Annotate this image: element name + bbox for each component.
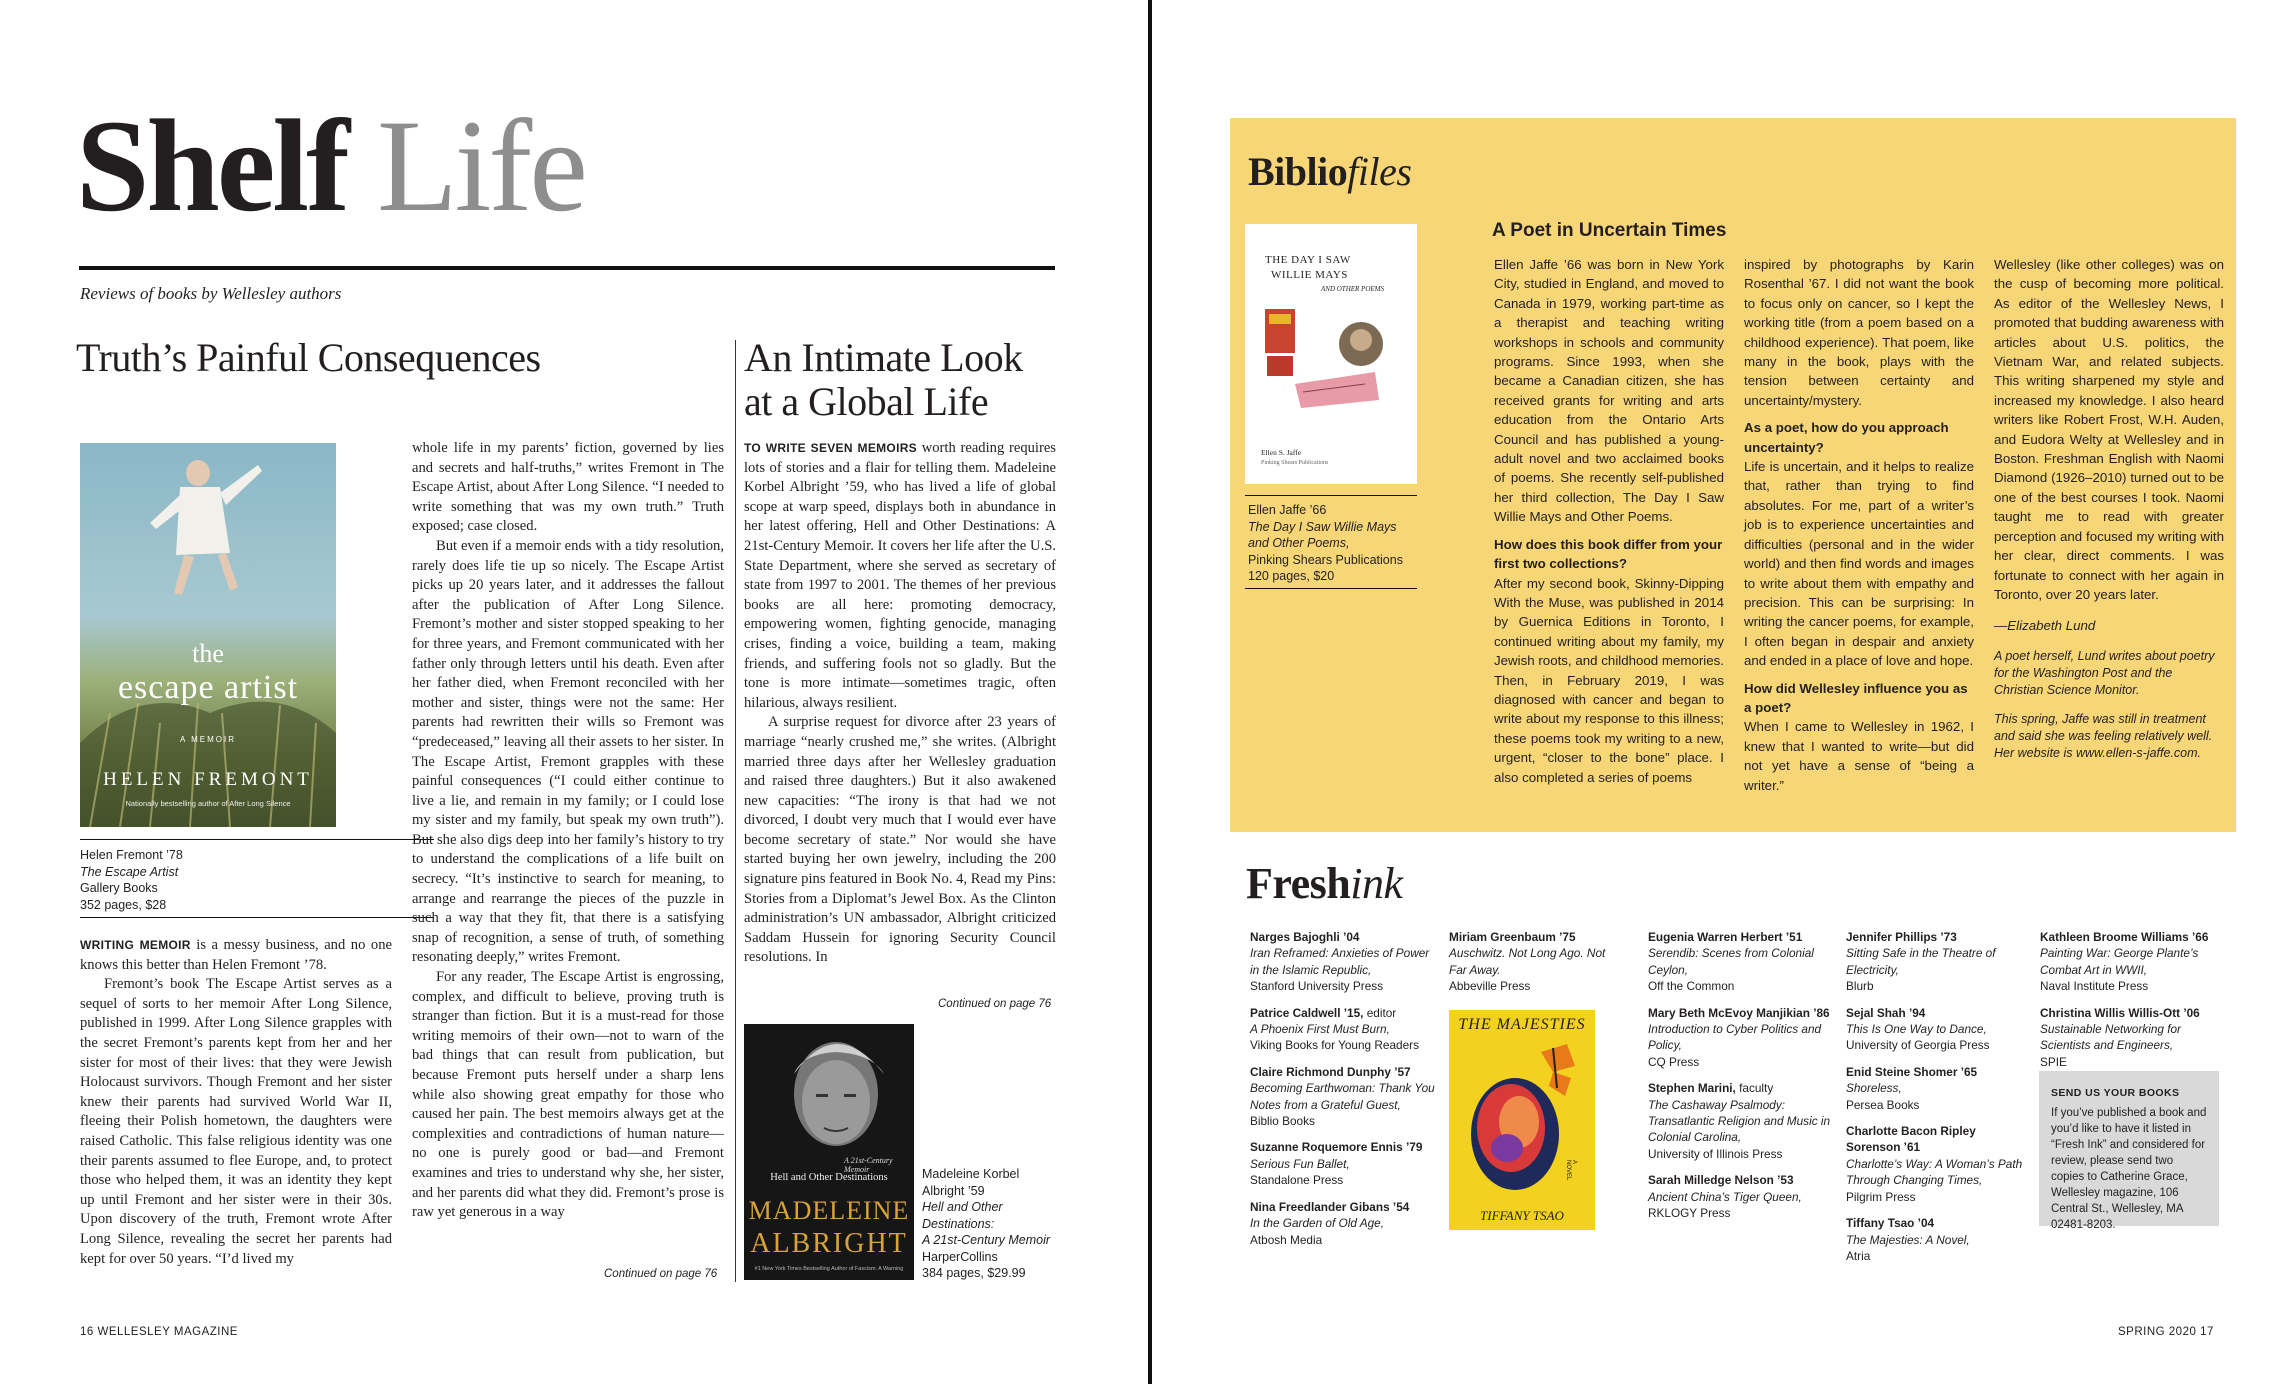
right-folio: SPRING 2020 17 [2118, 1326, 2214, 1338]
fresh-ink-title [1246, 858, 1403, 909]
wm-cover-line1: THE DAY I SAW [1265, 254, 1351, 266]
entry-name: Patrice Caldwell ’15, [1250, 1005, 1364, 1020]
entry-role: faculty [1735, 1081, 1774, 1096]
biblio-caption-rule-top [1245, 495, 1417, 496]
page-title [76, 92, 585, 239]
biblio-column1 [1494, 255, 1724, 787]
fresh-ink-column2 [1449, 929, 1609, 1005]
wm-caption-details: 120 pages, $20 [1248, 569, 1335, 583]
cover-first-name: MADELEINE [748, 1196, 910, 1225]
entry-name: Miriam Greenbaum ’75 [1449, 930, 1576, 944]
entry-publisher: Standalone Press [1250, 1173, 1344, 1188]
fresh-ink-entry [1250, 1139, 1440, 1188]
entry-publisher: Stanford University Press [1250, 979, 1384, 994]
article2-lead: TO WRITE SEVEN MEMOIRS [744, 441, 917, 455]
entry-title: Shoreless, [1846, 1081, 1902, 1096]
article1-col2-p1: whole life in my parents’ fiction, governed by lies and secrets and half-truths,” writes Fremont in The Escape Artist, about After Long Silence. “I needed to write something that was my own truth.” Truth exposed; case closed. [412, 440, 724, 535]
fresh-ink-entry [1846, 929, 2031, 995]
column-divider [735, 340, 736, 1282]
fresh-ink-entry [1648, 1172, 1838, 1221]
albright-caption [922, 1166, 1052, 1282]
majesties-cover-title: THE MAJESTIES [1458, 1016, 1586, 1033]
entry-title: Becoming Earthwoman: Thank You Notes from a Grateful Guest, [1250, 1081, 1435, 1112]
biblio-c3-signature: —Elizabeth Lund [1994, 618, 2096, 634]
article1-continued: Continued on page 76 [604, 1268, 718, 1280]
entry-title: The Majesties: A Novel, [1846, 1232, 1970, 1247]
entry-title: Sustainable Networking for Scientists and Engineers, [2040, 1022, 2181, 1053]
wm-cover-line3: AND OTHER POEMS [1321, 285, 1384, 293]
biblio-c1-p2: After my second book, Skinny-Dipping With the Muse, was published in 2014 by Guernica Editions in Toronto, I continued writing about my family, my Jewish roots, and childhood memories. Then, in February 2019, I was diagnosed with cancer and began to write about my response to this illness; these poems took my writing to a new, urgent, “closer to the bone” place. I also completed a series of poems [1494, 575, 1724, 785]
wm-caption-publisher: Pinking Shears Publications [1248, 552, 1403, 567]
entry-name: Enid Steine Shomer ’65 [1846, 1064, 1978, 1079]
cover-blurb: Nationally bestselling author of After Long Silence [125, 799, 291, 808]
fresh-ink-entry [1648, 929, 1838, 995]
article1-col1-p1: is a messy business, and no one knows this better than Helen Fremont ’78. [80, 937, 392, 973]
fresh-ink-entry [1250, 1064, 1440, 1130]
wm-cover-author: Ellen S. Jaffe [1261, 448, 1302, 457]
caption2-details: 384 pages, $29.99 [922, 1266, 1026, 1280]
entry-title: The Cashaway Psalmody: Transatlantic Religion and Music in Colonial Carolina, [1648, 1097, 1831, 1145]
entry-title: Sitting Safe in the Theatre of Electricity, [1846, 946, 1996, 977]
biblio-column2 [1744, 255, 1974, 795]
entry-title: Auschwitz. Not Long Ago. Not Far Away. [1449, 946, 1606, 977]
entry-publisher: Off the Common [1648, 979, 1735, 994]
fresh-ink-entry [1846, 1215, 2031, 1264]
biblio-c2-p1: inspired by photographs by Karin Rosenthal ’67. I did not want the book to focus only on cancer, so I kept the working title (from a poem based on a childhood experience). That poem, like many in the book, plays with the tension between certainty and uncertainty/mystery. [1744, 257, 1974, 408]
majesties-cover-author: TIFFANY TSAO [1480, 1208, 1564, 1223]
entry-name: Tiffany Tsao ’04 [1846, 1216, 1935, 1231]
title-life: Life [377, 92, 585, 239]
entry-publisher: Blurb [1846, 979, 1874, 994]
entry-name: Sarah Milledge Nelson ’53 [1648, 1173, 1794, 1188]
fresh-ink-entry [1846, 1005, 2031, 1054]
fresh-ink-entry [1250, 1199, 1440, 1248]
cover-tagline: A 21st-Century Memoir [844, 1156, 893, 1174]
cover-author: HELEN FREMONT [103, 769, 313, 790]
majesties-cover-tag: A NOVEL [1565, 1160, 1577, 1181]
entry-role: editor [1363, 1005, 1397, 1020]
caption-rule-top [80, 839, 434, 840]
biblio-c2-p2: Life is uncertain, and it helps to realize that, rather than trying to find absolutes. For me, part of a writer’s job is to experience uncertainties and difficulties (personal and in the wider world) and then find words and images to write about them with empathy and precision. This can be surprising: In writing the cancer poems, for example, I often began in despair and anxiety and ended in a place of love and hope. [1744, 459, 1974, 669]
hell-destinations-cover [744, 1024, 914, 1280]
caption2-author: Madeleine Korbel [922, 1167, 1020, 1181]
fresh-ink-entry [1846, 1064, 2031, 1113]
fresh-title-b: ink [1350, 859, 1403, 908]
send-books-heading: SEND US YOUR BOOKS [2051, 1087, 2180, 1099]
biblio-c3-note1: A poet herself, Lund writes about poetry for the Washington Post and the Christian Science Monitor. [1994, 648, 2215, 697]
title-rule [79, 266, 1055, 270]
bibliofiles-title [1248, 148, 1411, 195]
entry-publisher: Atbosh Media [1250, 1232, 1323, 1247]
entry-name: Sejal Shah ’94 [1846, 1005, 1926, 1020]
biblio-caption-rule-bottom [1245, 588, 1417, 589]
entry-title: Iran Reframed: Anxieties of Power in the Islamic Republic, [1250, 946, 1430, 977]
bibliofiles-heading: A Poet in Uncertain Times [1492, 220, 1727, 241]
fresh-ink-column4 [1846, 929, 2031, 1274]
biblio-title-a: Biblio [1248, 149, 1348, 194]
caption2-author2: Albright ’59 [922, 1183, 985, 1198]
page-subtitle: Reviews of books by Wellesley authors [80, 284, 342, 303]
entry-title: This Is One Way to Dance, [1846, 1022, 1987, 1037]
entry-title: Serious Fun Ballet, [1250, 1156, 1350, 1171]
entry-name: Stephen Marini, [1648, 1081, 1736, 1096]
wm-caption-author: Ellen Jaffe ’66 [1248, 503, 1327, 517]
fresh-ink-column3 [1648, 929, 1838, 1232]
entry-name: Christina Willis Willis-Ott ’06 [2040, 1005, 2200, 1020]
biblio-title-b: files [1347, 149, 1412, 194]
fresh-ink-entry [1648, 1080, 1838, 1162]
article1-lead: WRITING MEMOIR [80, 938, 191, 952]
biblio-column3 [1994, 255, 2224, 762]
article1-headline: Truth’s Painful Consequences [76, 335, 541, 380]
entry-publisher: SPIE [2040, 1054, 2067, 1069]
article2-headline [744, 336, 1023, 424]
entry-publisher: Pilgrim Press [1846, 1189, 1916, 1204]
cover-tag: A MEMOIR [179, 735, 236, 744]
article1-column1 [80, 936, 392, 1269]
biblio-c1-q1: How does this book differ from your first two collections? [1494, 536, 1723, 572]
article1-col2-p3: For any reader, The Escape Artist is engrossing, complex, and difficult to believe, proving truth is stranger than fiction. But it is a must-read for those writing memoirs of their own—not to warn of the bad things that can result from publication, but because Fremont puts herself under a sharp lens while also showing great empathy for those who caused her pain. The best memoirs always get at the complexities and contradictions of human nature—no one is purely good or bad—and Fremont examines and tries to understand why she, her sister, and her parents did what they did. Fremont’s prose is raw yet generous in a way [412, 969, 724, 1221]
cover-last-name: ALBRIGHT [750, 1228, 908, 1259]
caption2-book2: Destinations: [922, 1216, 995, 1231]
fresh-ink-entry [2040, 1005, 2230, 1071]
wm-caption-book2: and Other Poems, [1248, 536, 1350, 550]
entry-name: Claire Richmond Dunphy ’57 [1250, 1064, 1411, 1079]
cover-book-title: Hell and Other Destinations [770, 1172, 888, 1183]
article2-column [744, 439, 1056, 968]
entry-title: Serendib: Scenes from Colonial Ceylon, [1648, 946, 1814, 977]
cover-title-the: the [192, 639, 224, 668]
entry-name: Jennifer Phillips ’73 [1846, 930, 1957, 944]
willie-mays-caption [1248, 502, 1428, 585]
wm-cover-publisher: Pinking Shears Publications [1261, 460, 1329, 466]
entry-title: Painting War: George Plante’s Combat Art in WWII, [2040, 946, 2199, 977]
send-books-box [2039, 1071, 2219, 1231]
title-shelf: Shelf [76, 92, 348, 239]
article1-col1-p2: Fremont’s book The Escape Artist serves as a sequel of sorts to her memoir After Long Silence, published in 1999. After Long Silence grapples with the secret Fremont’s parents kept from her and her sister for most of their lives: that they were Jewish Holocaust survivors. Though Fremont and her sister knew their parents had survived World War II, fleeing their Polish hometown, the daughters were raised Catholic. This false religious identity was one their parents assumed to flee Europe, and, to protect those who helped them, it was an identity they kept up until Fremont and her sister were in their 30s. Upon discovery of the truth, Fremont wrote After Long Silence, revealing the secret her parents had kept for over 50 years. “I’d lived my [80, 976, 392, 1267]
biblio-c2-q2: How did Wellesley influence you as a poet? [1744, 680, 1968, 715]
entry-publisher: Naval Institute Press [2040, 979, 2149, 994]
entry-publisher: CQ Press [1648, 1054, 1700, 1069]
article2-continued: Continued on page 76 [938, 998, 1052, 1010]
biblio-c1-p1: Ellen Jaffe ’66 was born in New York City, studied in England, and moved to Canada in 1979, working part-time as a therapist and teaching writing workshops in schools and community programs. Since 1993, when she became a Canadian citizen, she has received grants for writing and arts education from the Ontario Arts Council and has published a young-adult novel and two acclaimed books of poems. She recently self-published her third collection, The Day I Saw Willie Mays and Other Poems. [1494, 257, 1724, 525]
biblio-c3-note2: This spring, Jaffe was still in treatment and said she was feeling relatively well. Her website is www.ellen-s-jaffe.com. [1994, 711, 2213, 760]
majesties-cover-art [1449, 1038, 1595, 1218]
left-folio: 16 WELLESLEY MAGAZINE [80, 1326, 238, 1338]
caption2-book3: A 21st-Century Memoir [922, 1233, 1051, 1247]
biblio-c2-p3: When I came to Wellesley in 1962, I knew that I wanted to write—but did not yet have a sense of “being a writer.” [1744, 719, 1974, 793]
willie-mays-cover [1245, 224, 1417, 484]
article2-p2: A surprise request for divorce after 23 years of marriage “nearly crushed me,” she writes. (Albright married three days after her Wellesley graduation and raised three daughters.) But it also awakened new capacities: “The irony is that had we not divorced, I doubt very much that I would ever have become secretary of state.” Nor would she have started buying her own jewelry, including the 200 signature pins featured in Book No. 4, Read my Pins: Stories from a Diplomat’s Jewel Box. As the Clinton administration’s UN ambassador, Albright criticized Saddam Hussein for ignoring Security Council resolutions. In [744, 714, 1056, 966]
biblio-c2-q1: As a poet, how do you approach uncertainty? [1744, 420, 1949, 455]
caption2-publisher: HarperCollins [922, 1249, 998, 1264]
entry-title: Ancient China’s Tiger Queen, [1648, 1189, 1802, 1204]
entry-publisher: RKLOGY Press [1648, 1206, 1731, 1221]
escape-artist-caption [80, 847, 434, 913]
entry-publisher: University of Illinois Press [1648, 1146, 1783, 1161]
wm-cover-line2: WILLIE MAYS [1271, 269, 1348, 281]
caption-book: The Escape Artist [80, 864, 179, 879]
article2-headline-line1: An Intimate Look [744, 335, 1023, 380]
entry-name: Eugenia Warren Herbert ’51 [1648, 930, 1803, 944]
caption-publisher: Gallery Books [80, 881, 158, 895]
wm-caption-book1: The Day I Saw Willie Mays [1248, 519, 1397, 534]
cover-portrait [744, 1024, 914, 1164]
entry-name: Narges Bajoghli ’04 [1250, 930, 1360, 944]
fresh-title-a: Fresh [1246, 859, 1351, 908]
article1-col2-p2: But even if a memoir ends with a tidy resolution, rarely does life tie up so nicely. The Escape Artist picks up 20 years later, and it addresses the fallout after the publication of After Long Silence. Fremont’s mother and sister stopped speaking to her for three years, and Fremont communicated with her father only through letters until his death. Even after her father died, when Fremont reconciled with her mother and sister, things were not the same: Her parents had rewritten their wills so Fremont was “predeceased,” leaving all their assets to her sister. In The Escape Artist, Fremont grapples with these painful consequences (“I could either continue to live a lie, and remain in my family; or I could lose my sister and my family, but speak my own truth”). But she also digs deep into her family’s history to try to understand the complications of a life built on secrecy. “It’s instinctive to search for meaning, to arrange and rearrange the pieces of the puzzle in such a way that they fit, that there is a satisfying snap of recognition, a sense of truth, of something resonating deeply,” writes Fremont. [412, 537, 724, 966]
entry-name: Mary Beth McEvoy Manjikian ’86 [1648, 1005, 1830, 1020]
entry-name: Charlotte Bacon Ripley Sorenson ’61 [1846, 1124, 1976, 1155]
entry-title: In the Garden of Old Age, [1250, 1216, 1384, 1231]
entry-publisher: Persea Books [1846, 1097, 1920, 1112]
entry-publisher: University of Georgia Press [1846, 1038, 1990, 1053]
entry-publisher: Viking Books for Young Readers [1250, 1038, 1419, 1053]
entry-name: Kathleen Broome Williams ’66 [2040, 930, 2209, 944]
cover-title-escape-artist: escape artist [117, 669, 299, 706]
cover-blurb2: #1 New York Times Bestselling Author of Fascism: A Warning [754, 1266, 904, 1272]
article2-p1: worth reading requires lots of stories and a flair for telling them. Madeleine Korbel Albright ’59, who has lived a life of global scope at warp speed, displays both in abundance in her latest offering, Hell and Other Destinations: A 21st-Century Memoir. It covers her life after the U.S. State Department, where she served as secretary of state from 1997 to 2001. The themes of her previous books are all here: promoting democracy, empowering women, fighting genocide, managing crises, finding a voice, building a team, making friends, and suffering fools not so gladly. But the tone is more intimate—sometimes tragic, often hilarious, always resilient. [744, 440, 1056, 711]
caption-author: Helen Fremont ’78 [80, 848, 183, 862]
entry-title: A Phoenix First Must Burn, [1250, 1022, 1390, 1037]
majesties-cover [1449, 1010, 1595, 1230]
caption-details: 352 pages, $28 [80, 897, 167, 912]
fresh-ink-column1 [1250, 929, 1440, 1258]
entry-publisher: Atria [1846, 1248, 1871, 1263]
send-books-text: If you’ve published a book and you’d like to have it listed in “Fresh Ink” and considered for review, please send two copies to Catherine Grace, Wellesley magazine, 106 Central St., Wellesley, MA 02481-8203. [2051, 1107, 2207, 1231]
fresh-ink-entry [1449, 929, 1609, 995]
wm-cover-collage [1255, 304, 1405, 414]
entry-title: Charlotte’s Way: A Woman’s Path Through Changing Times, [1846, 1156, 2023, 1188]
article1-column2 [412, 439, 724, 1223]
article2-headline-line2: at a Global Life [744, 379, 989, 424]
fresh-ink-entry [2040, 929, 2230, 995]
biblio-c3-p1: Wellesley (like other colleges) was on the cusp of becoming more political. As editor of the Wellesley News, I promoted that budding awareness with articles about U.S. politics, the Vietnam War, and related subjects. This writing sharpened my style and increased my knowledge. I also heard writers like Robert Frost, W.H. Auden, and Eudora Welty at Wellesley and in Boston. Freshman English with Naomi Diamond (1926–2010) turned out to be one of the best courses I took. Naomi taught me to read with greater perception and focused my writing with her clear, direct comments. I was fortunate to connect with her again in Toronto, over 20 years later. [1994, 257, 2224, 602]
caption-rule-bottom [80, 917, 434, 918]
entry-publisher: Abbeville Press [1449, 979, 1531, 994]
fresh-ink-entry [1846, 1123, 2031, 1205]
entry-title: Introduction to Cyber Politics and Policy, [1648, 1022, 1822, 1053]
fresh-ink-entry [1250, 929, 1440, 995]
entry-name: Suzanne Roquemore Ennis ’79 [1250, 1140, 1423, 1155]
page-spine [1148, 0, 1152, 1384]
fresh-ink-entry [1648, 1005, 1838, 1071]
entry-name: Nina Freedlander Gibans ’54 [1250, 1199, 1410, 1214]
entry-publisher: Biblio Books [1250, 1114, 1315, 1129]
caption2-book1: Hell and Other [922, 1200, 1003, 1214]
fresh-ink-entry [1250, 1005, 1440, 1054]
fresh-ink-column5 [2040, 929, 2230, 1080]
escape-artist-cover [80, 443, 336, 827]
